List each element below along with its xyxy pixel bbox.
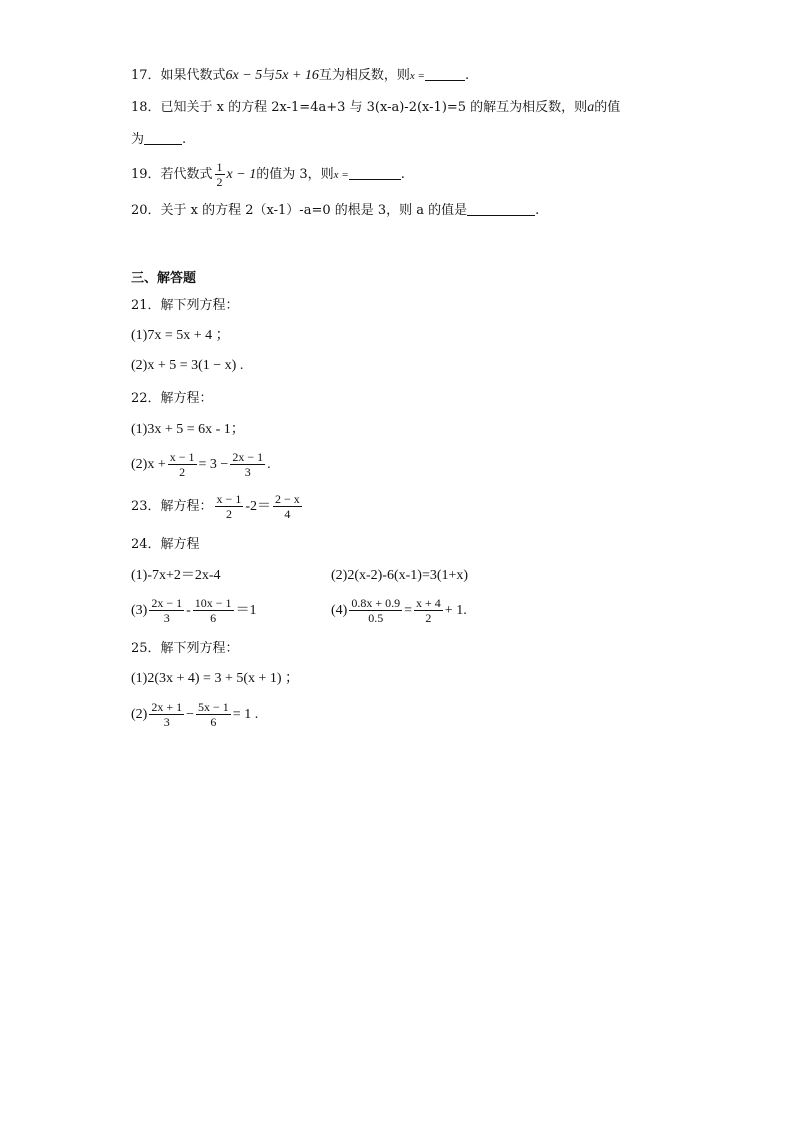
fraction: $\frac{10x - 1}{6}$ [194,596,232,626]
section-heading: 三、解答题 [131,271,197,286]
question-25-part2: (2) $\frac{2x + 1}{3}$ − $\frac{5x - 1}{6}$ = 1 . [131,700,259,730]
question-24-part2: (2)2(x-2)-6(x-1)=3(1+x) [331,568,469,583]
fraction: $\frac{x + 4}{2}$ [416,596,441,626]
question-25-title: 25．解下列方程： [131,641,239,656]
answer-blank [349,166,401,180]
question-19: 19．若代数式 $\frac{1}{2}$ x − 1的值为 3，则x = . [131,160,405,189]
question-24-part4: (4) $\frac{0.8x + 0.9}{0.5}$ = $\frac{x + 4}{2}$ + 1. [331,596,467,626]
question-18-line2: 为 . [131,132,187,147]
question-23: 23．解方程： $\frac{x - 1}{2}$ -2＝ $\frac{2 - x}{4}$ [131,492,300,521]
question-25-part1: (1)2(3x + 4) = 3 + 5(x + 1) ； [131,671,300,686]
fraction: $\frac{2x - 1}{3}$ [151,596,183,626]
answer-blank [467,202,535,216]
question-21-title: 21．解下列方程： [131,298,239,313]
question-22-title: 22．解方程： [131,391,213,406]
fraction: $\frac{2x + 1}{3}$ [151,700,183,730]
answer-blank [144,131,182,145]
fraction: $\frac{x - 1}{2}$ [216,492,242,521]
fraction: $\frac{1}{2}$ [216,160,223,189]
question-21-part2: (2)x + 5 = 3(1 − x) . [131,358,244,373]
fraction: $\frac{2x - 1}{3}$ [232,450,264,480]
question-22-part2: (2)x + $\frac{x - 1}{2}$ = 3 − $\frac{2x - 1}{3}$ . [131,450,271,480]
fraction: $\frac{x - 1}{2}$ [169,450,195,480]
question-20: 20．关于 x 的方程 2（x-1）-a=0 的根是 3，则 a 的值是 . [131,203,540,218]
fraction: $\frac{2 - x}{4}$ [275,492,300,521]
question-22-part1: (1)3x + 5 = 6x - 1； [131,422,245,437]
question-18-line1: 18．已知关于 x 的方程 2x-1=4a+3 与 3(x-a)-2(x-1)=5 的解互为相反数，则a的值 [131,100,621,115]
answer-blank [425,67,465,81]
fraction: $\frac{5x - 1}{6}$ [198,700,229,730]
fraction: $\frac{0.8x + 0.9}{0.5}$ [351,596,401,626]
question-17: 17．如果代数式6x − 5与5x + 16互为相反数，则x = . [131,68,470,83]
question-24-part3: (3) $\frac{2x - 1}{3}$ - $\frac{10x - 1}{6}$ ＝1 [131,596,257,626]
question-21-part1: (1)7x = 5x + 4 ； [131,328,230,343]
question-24-title: 24．解方程 [131,537,200,552]
question-24-part1: (1)-7x+2＝2x-4 [131,568,221,583]
